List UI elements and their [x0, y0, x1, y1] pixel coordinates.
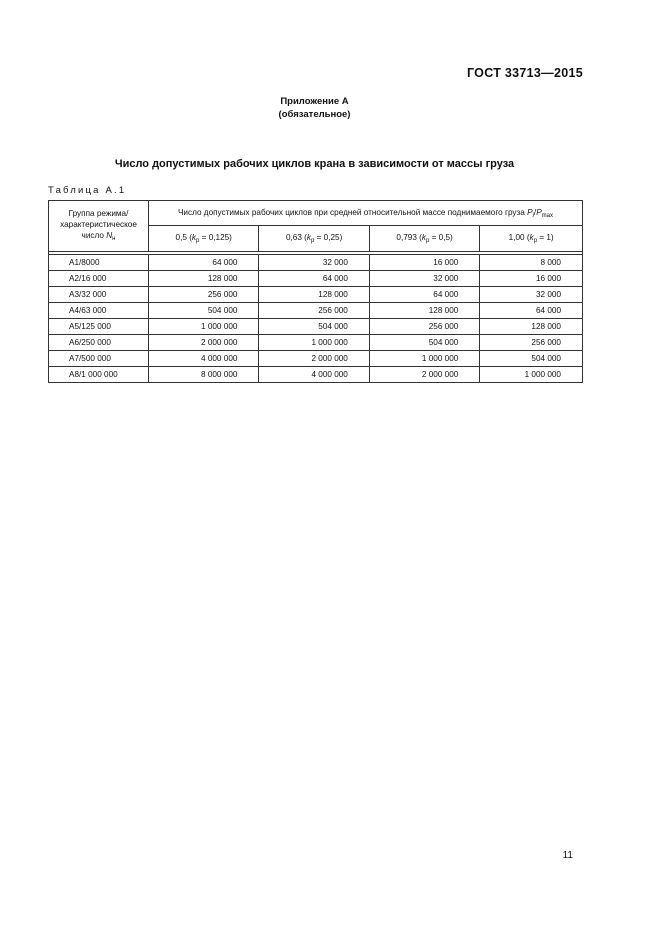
value-cell: 256 000 — [480, 335, 583, 351]
col3-suffix: = 1) — [537, 233, 554, 242]
col3-prefix: 1,00 ( — [508, 233, 530, 242]
table-row — [49, 287, 583, 303]
value-cell: 64 000 — [259, 271, 369, 287]
col0-suffix: = 0,125) — [199, 233, 232, 242]
col0-prefix: 0,5 ( — [175, 233, 192, 242]
column-header-3 — [480, 226, 583, 252]
col1-suffix: = 0,25) — [314, 233, 343, 242]
value-cell: 504 000 — [259, 319, 369, 335]
table-row — [49, 319, 583, 335]
col1-prefix: 0,63 ( — [285, 233, 307, 242]
main-header-sub1: i — [532, 212, 534, 219]
main-header-var2: P — [536, 207, 542, 217]
cycles-table — [48, 200, 583, 383]
col2-var: k — [421, 233, 426, 242]
value-cell: 128 000 — [259, 287, 369, 303]
group-cell: A3/32 000 — [49, 287, 149, 303]
col1-sub: p — [311, 238, 315, 244]
group-cell: A7/500 000 — [49, 351, 149, 367]
value-cell: 32 000 — [259, 255, 369, 271]
value-cell: 1 000 000 — [480, 367, 583, 383]
appendix-status: (обязательное) — [278, 109, 351, 120]
col2-suffix: = 0,5) — [429, 233, 453, 242]
row-header-var: N — [106, 230, 113, 240]
table-row — [49, 255, 583, 271]
value-cell: 504 000 — [369, 335, 479, 351]
main-header-text: Число допустимых рабочих циклов при средней относительной массе поднимаемого груза — [177, 207, 528, 217]
table-row — [49, 303, 583, 319]
value-cell: 1 000 000 — [369, 351, 479, 367]
column-header-2 — [369, 226, 479, 252]
table-row — [49, 271, 583, 287]
group-cell: A8/1 000 000 — [49, 367, 149, 383]
col3-var: k — [529, 233, 534, 242]
page-number: 11 — [562, 850, 573, 861]
document-title: Число допустимых рабочих циклов крана в зависимости от массы груза — [114, 158, 515, 170]
row-header-cell — [49, 201, 149, 252]
table-body — [49, 252, 583, 383]
column-header-0 — [149, 226, 259, 252]
col2-sub: p — [426, 238, 430, 244]
row-header-sub: н — [112, 235, 116, 242]
col3-sub: p — [533, 238, 538, 244]
row-header-line2: характеристическое — [60, 219, 137, 229]
col2-prefix: 0,793 ( — [396, 233, 422, 242]
value-cell: 64 000 — [369, 287, 479, 303]
value-cell: 504 000 — [149, 303, 259, 319]
value-cell: 2 000 000 — [259, 351, 369, 367]
value-cell: 128 000 — [149, 271, 259, 287]
value-cell: 1 000 000 — [149, 319, 259, 335]
value-cell: 504 000 — [480, 351, 583, 367]
group-cell: A1/8000 — [49, 255, 149, 271]
col1-var: k — [306, 233, 311, 242]
value-cell: 32 000 — [480, 287, 583, 303]
column-header-1 — [259, 226, 369, 252]
group-cell: A5/125 000 — [49, 319, 149, 335]
row-header-line3-prefix: число — [81, 230, 107, 240]
value-cell: 256 000 — [369, 319, 479, 335]
value-cell: 128 000 — [480, 319, 583, 335]
value-cell: 64 000 — [149, 255, 259, 271]
table-label: Таблица А.1 — [48, 185, 127, 196]
group-cell: A2/16 000 — [49, 271, 149, 287]
value-cell: 32 000 — [369, 271, 479, 287]
table-row — [49, 335, 583, 351]
value-cell: 64 000 — [480, 303, 583, 319]
main-header-sub2: max — [541, 212, 554, 219]
group-cell: A6/250 000 — [49, 335, 149, 351]
group-cell: A4/63 000 — [49, 303, 149, 319]
main-header-var1: P — [527, 207, 533, 217]
value-cell: 8 000 000 — [149, 367, 259, 383]
main-header-cell — [149, 201, 583, 226]
appendix-title: Приложение А — [280, 96, 349, 107]
col0-var: k — [191, 233, 197, 242]
value-cell: 16 000 — [480, 271, 583, 287]
value-cell: 128 000 — [369, 303, 479, 319]
value-cell: 2 000 000 — [369, 367, 479, 383]
value-cell: 8 000 — [480, 255, 583, 271]
value-cell: 256 000 — [149, 287, 259, 303]
value-cell: 256 000 — [259, 303, 369, 319]
appendix-heading — [0, 95, 629, 121]
document-code: ГОСТ 33713—2015 — [466, 66, 583, 80]
table-row — [49, 367, 583, 383]
col0-sub: p — [196, 238, 200, 244]
value-cell: 2 000 000 — [149, 335, 259, 351]
value-cell: 1 000 000 — [259, 335, 369, 351]
value-cell: 4 000 000 — [259, 367, 369, 383]
row-header-line1: Группа режима/ — [68, 208, 129, 218]
value-cell: 16 000 — [369, 255, 479, 271]
main-header-slash: / — [533, 207, 537, 217]
value-cell: 4 000 000 — [149, 351, 259, 367]
table-row — [49, 351, 583, 367]
